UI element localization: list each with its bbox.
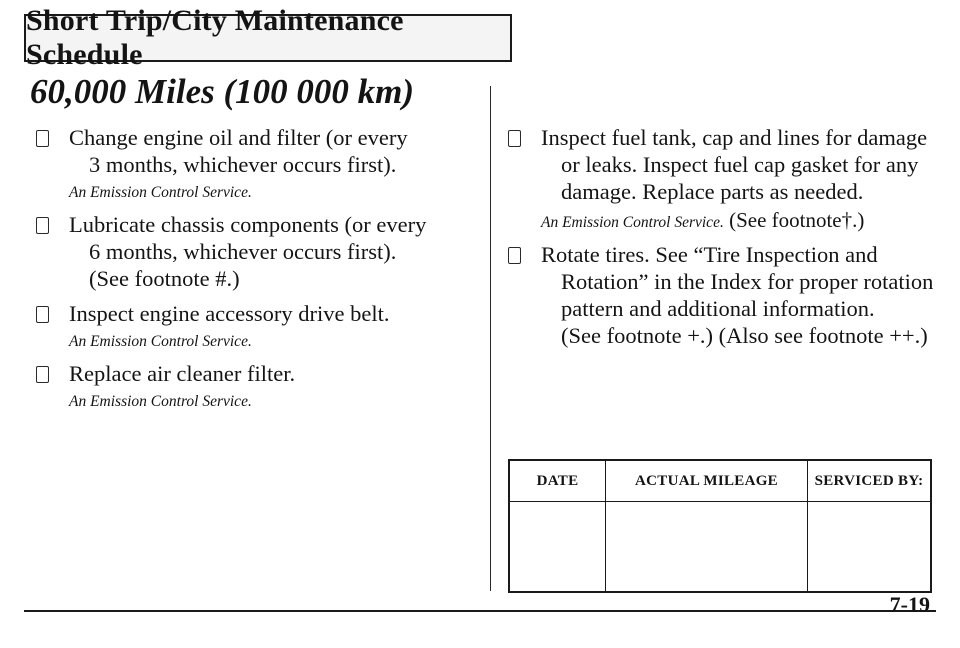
emission-note: [541, 209, 938, 234]
checklist-item: [36, 360, 456, 413]
service-log-table: [508, 459, 932, 593]
checklist-item: [508, 124, 938, 234]
checklist-item-text: Inspect fuel tank, cap and lines for damage or leaks. Inspect fuel cap gasket for any damage. Replace parts as needed.: [541, 125, 928, 204]
serviced-by-column-header: SERVICED BY:: [808, 460, 932, 502]
left-column: [36, 124, 456, 420]
serviced-by-entry-cell[interactable]: [808, 502, 932, 593]
checklist-item-text: Lubricate chassis components (or every 6 months, whichever occurs first). (See footnote #.): [69, 212, 427, 291]
emission-note: An Emission Control Service.: [69, 393, 252, 410]
mileage-column-header: ACTUAL MILEAGE: [606, 460, 808, 502]
schedule-header-title: Short Trip/City Maintenance Schedule: [26, 4, 404, 71]
checklist-item-text: Inspect engine accessory drive belt.: [69, 301, 390, 326]
table-header-row: [509, 460, 931, 502]
checkbox-icon[interactable]: [508, 130, 521, 147]
date-column-header: DATE: [509, 460, 606, 502]
emission-note-label: An Emission Control Service.: [541, 214, 724, 231]
checkbox-icon[interactable]: [36, 306, 49, 323]
date-entry-cell[interactable]: [509, 502, 606, 593]
mileage-entry-cell[interactable]: [606, 502, 808, 593]
emission-note: An Emission Control Service.: [69, 333, 252, 350]
right-column: [508, 124, 938, 349]
checklist-item: [36, 211, 456, 292]
page-number: 7-19: [889, 592, 930, 617]
emission-note: An Emission Control Service.: [69, 184, 252, 201]
checkbox-icon[interactable]: [36, 366, 49, 383]
schedule-header: [24, 4, 512, 71]
checklist-item: [36, 124, 456, 204]
footer-rule: [24, 610, 936, 612]
checkbox-icon[interactable]: [36, 130, 49, 147]
column-divider: [490, 86, 491, 591]
footnote-reference: (See footnote†.): [723, 208, 865, 232]
checkbox-icon[interactable]: [508, 247, 521, 264]
checklist-item-text: Change engine oil and filter (or every 3 months, whichever occurs first).: [69, 125, 408, 177]
checklist-item-text: Replace air cleaner filter.: [69, 361, 296, 386]
checkbox-icon[interactable]: [36, 217, 49, 234]
table-row: [509, 502, 931, 593]
checklist-item: [508, 241, 938, 349]
checklist-item: [36, 300, 456, 353]
section-title: 60,000 Miles (100 000 km): [30, 72, 415, 111]
checklist-item-text: Rotate tires. See “Tire Inspection and Rotation” in the Index for proper rotation pattern and additional information. (See footnote +.) (Also see footnote ++.): [541, 242, 934, 348]
